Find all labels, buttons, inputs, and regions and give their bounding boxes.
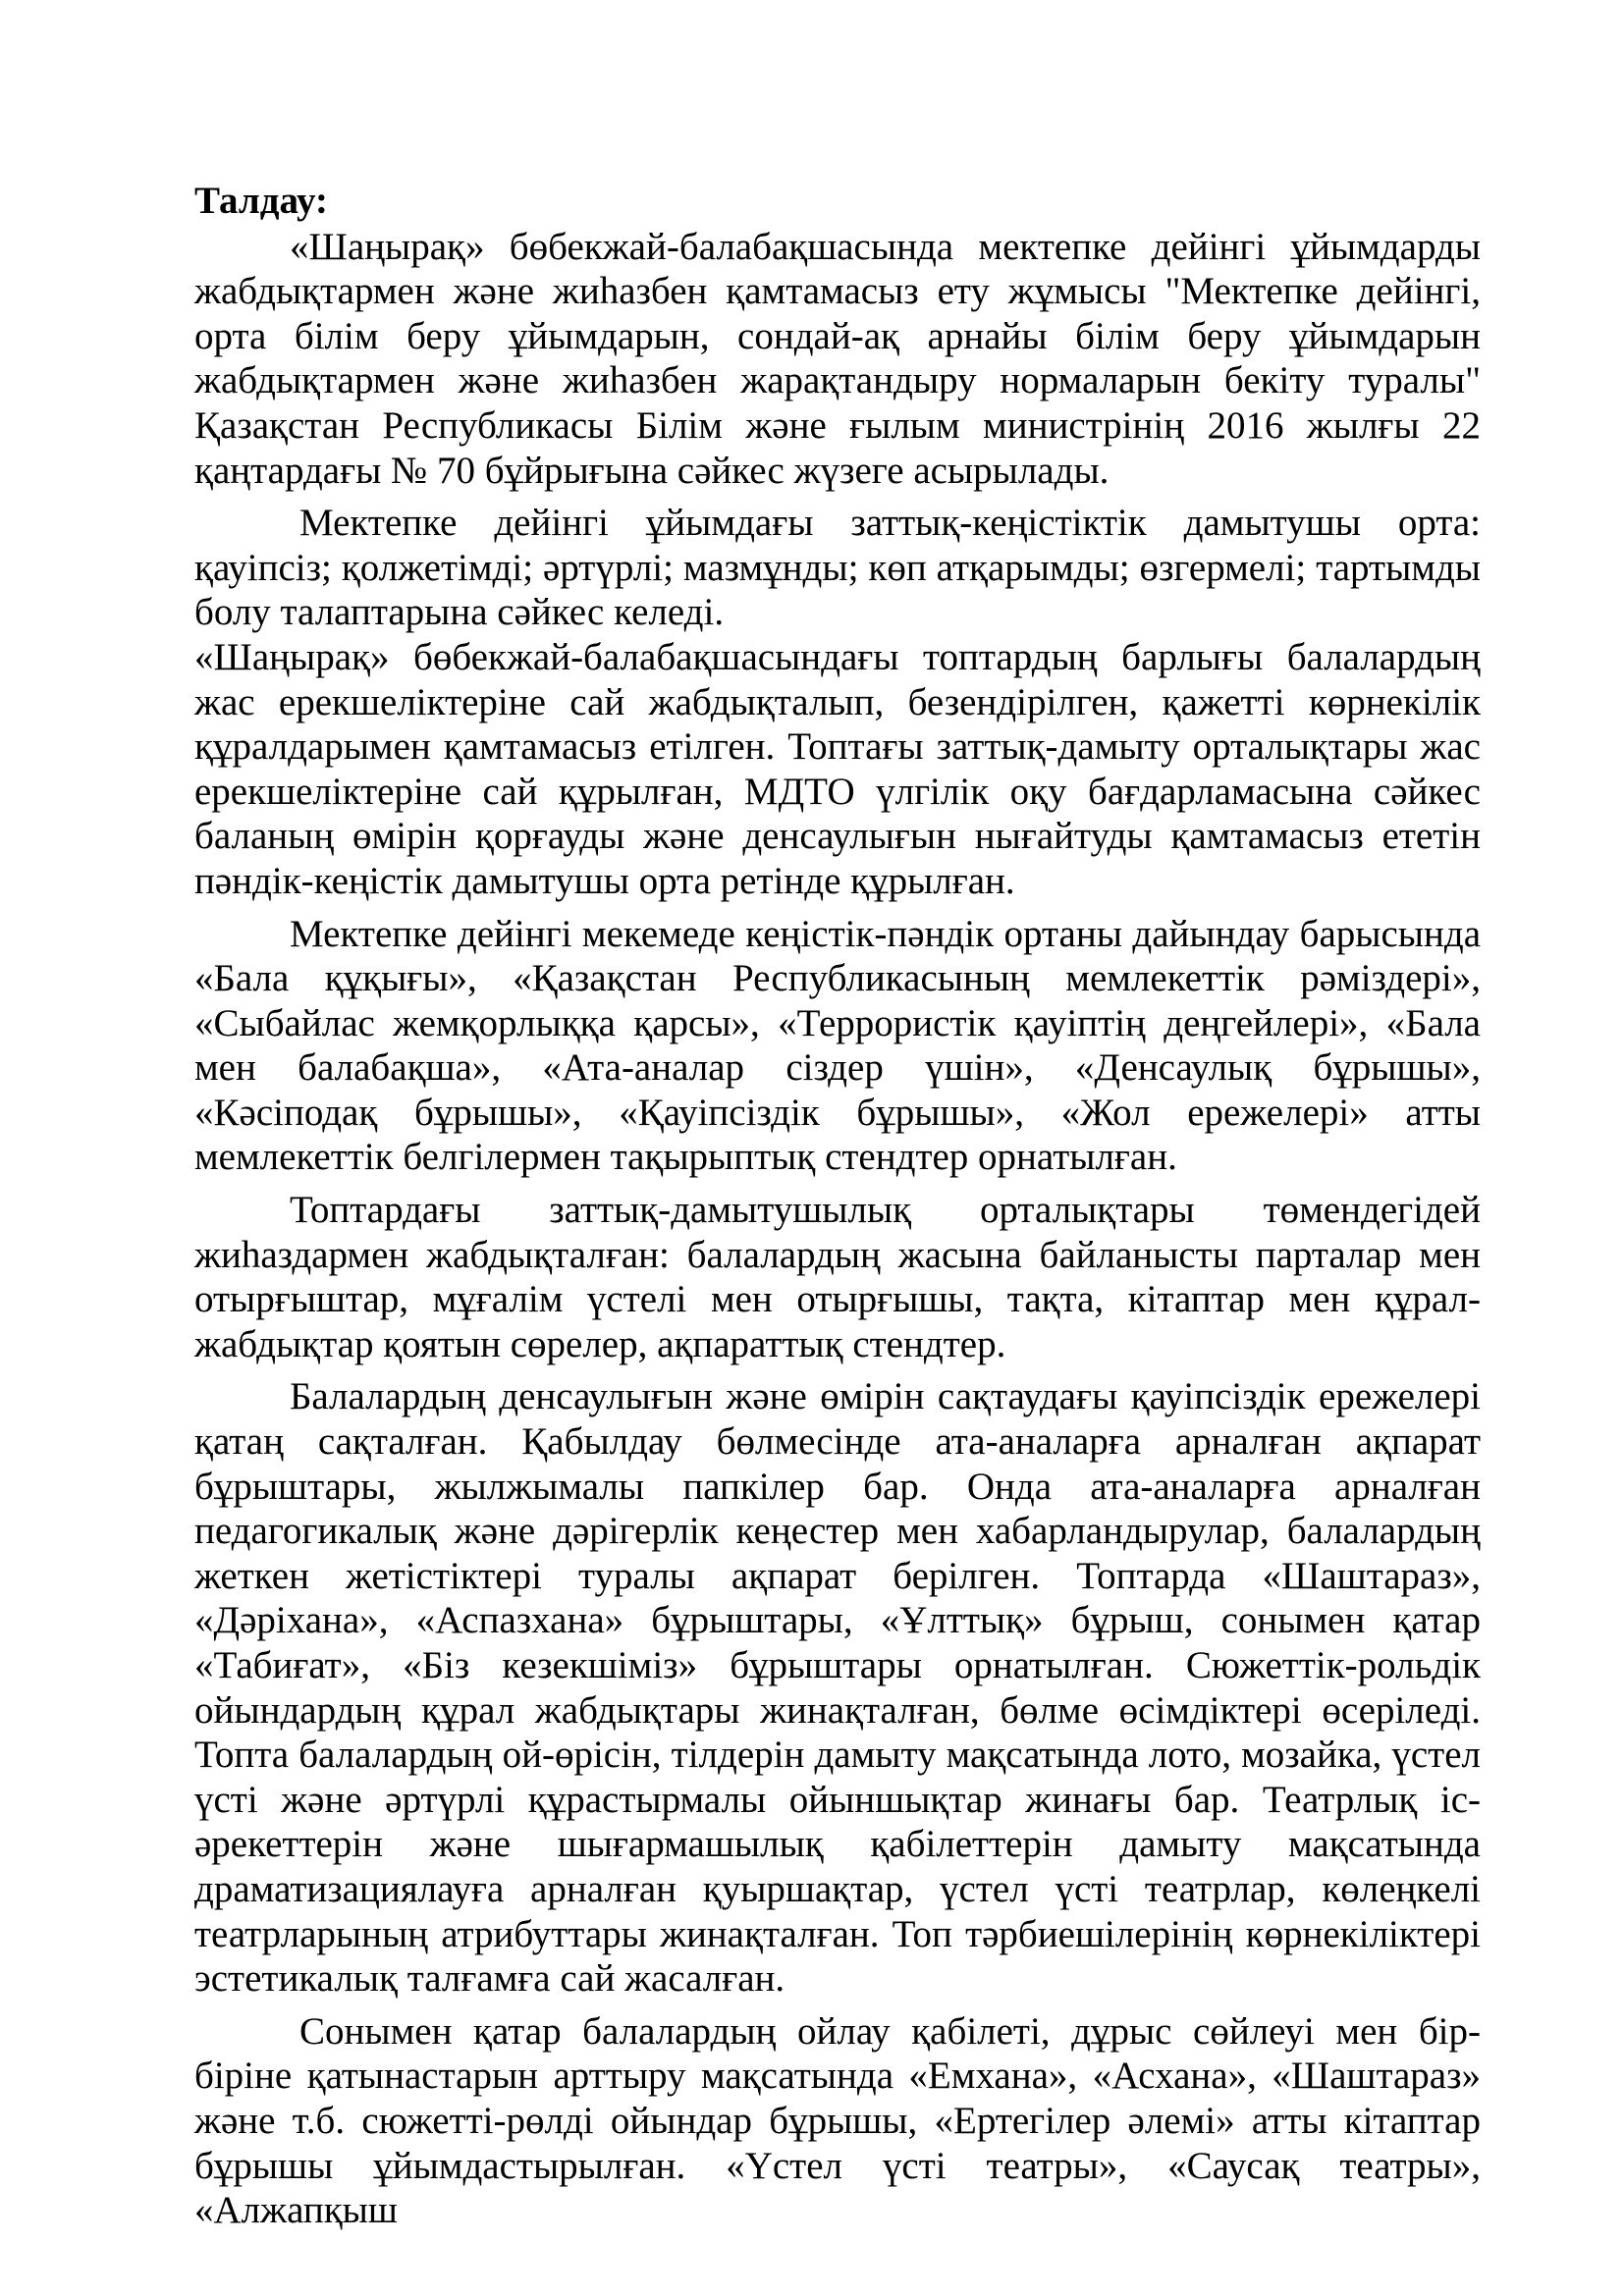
paragraph-equipment-regulation: «Шаңырақ» бөбекжай-балабақшасында мектепке дейінгі ұйымдарды жабдықтармен және жиһазбен қамтамасыз ету жұмысы "Мектепке дейінгі, орта білім беру ұйымдарын, сондай-ақ арнайы білім беру ұйымдарын жабдықтармен және жиһазбен жарақтандыру нормаларын бекіту туралы" Қазақстан Республикасы Білім және ғылым министрінің 2016 жылғы 22 қаңтардағы № 70 бұйрығына сәйкес жүзеге асырылады. xyxy=(194,225,1481,492)
document-heading: Талдау: xyxy=(194,180,328,222)
paragraph-thematic-stands: Мектепке дейінгі мекемеде кеңістік-пәндік ортаны дайындау барысында «Бала құқығы», «Қазақстан Республикасының мемлекеттік рәміздері», «Сыбайлас жемқорлыққа қарсы», «Террористік қауіптің деңгейлері», «Бала мен балабақша», «Ата-аналар сіздер үшін», «Денсаулық бұрышы», «Кәсіподақ бұрышы», «Қауіпсіздік бұрышы», «Жол ережелері» атты мемлекеттік белгілермен тақырыптық стендтер орнатылған. xyxy=(194,912,1481,1179)
document-page xyxy=(194,179,1481,2233)
paragraph-role-play-corners: Сонымен қатар балалардың ойлау қабілеті, дұрыс сөйлеуі мен бір-біріне қатынастарын арттыру мақсатында «Емхана», «Асхана», «Шаштараз» және т.б. сюжетті-рөлді ойындар бұрышы, «Ертегілер әлемі» атты кітаптар бұрышы ұйымдастырылған. «Үстел үсті театры», «Саусақ театры», «Алжапқыш xyxy=(194,2009,1481,2232)
paragraph-safety-rules: Балалардың денсаулығын және өмірін сақтаудағы қауіпсіздік ережелері қатаң сақталған. Қабылдау бөлмесінде ата-аналарға арналған ақпарат бұрыштары, жылжымалы папкілер бар. Онда ата-аналарға арналған педагогикалық және дәрігерлік кеңестер мен хабарландырулар, балалардың жеткен жетістіктері туралы ақпарат берілген. Топтарда «Шаштараз», «Дәріхана», «Аспазхана» бұрыштары, «Ұлттық» бұрыш, сонымен қатар «Табиғат», «Біз кезекшіміз» бұрыштары орнатылған. Сюжеттік-рольдік ойындардың құрал жабдықтары жинақталған, бөлме өсімдіктері өсеріледі. Топта балалардың ой-өрісін, тілдерін дамыту мақсатында лото, мозайка, үстел үсті және әртүрлі құрастырмалы ойыншықтар жинағы бар. Театрлық іс-әрекеттерін және шығармашылық қабілеттерін дамыту мақсатында драматизациялауға арналған қуыршақтар, үстел үсті театрлар, көлеңкелі театрларының атрибуттары жинақталған. Топ тәрбиешілерінің көрнекіліктері эстетикалық талғамға сай жасалған. xyxy=(194,1375,1481,2001)
paragraph-environment-requirements: Мектепке дейінгі ұйымдағы заттық-кеңістіктік дамытушы орта: қауіпсіз; қолжетімді; әртүрлі; мазмұнды; көп атқарымды; өзгермелі; тартымды болу талаптарына сәйкес келеді. xyxy=(194,502,1481,634)
paragraph-group-equipment: «Шаңырақ» бөбекжай-балабақшасындағы топтардың барлығы балалардың жас ерекшеліктеріне сай жабдықталып, безендірілген, қажетті көрнекілік құралдарымен қамтамасыз етілген. Топтағы заттық-дамыту орталықтары жас ерекшеліктеріне сай құрылған, МДТО үлгілік оқу бағдарламасына сәйкес баланың өмірін қорғауды және денсаулығын нығайтуды қамтамасыз ететін пәндік-кеңістік дамытушы орта ретінде құрылған. xyxy=(194,635,1481,902)
paragraph-furniture: Топтардағы заттық-дамытушылық орталықтары төмендегідей жиһаздармен жабдықталған: балалардың жасына байланысты парталар мен отырғыштар, мұғалім үстелі мен отырғышы, тақта, кітаптар мен құрал-жабдықтар қоятын сөрелер, ақпараттық стендтер. xyxy=(194,1189,1481,1365)
